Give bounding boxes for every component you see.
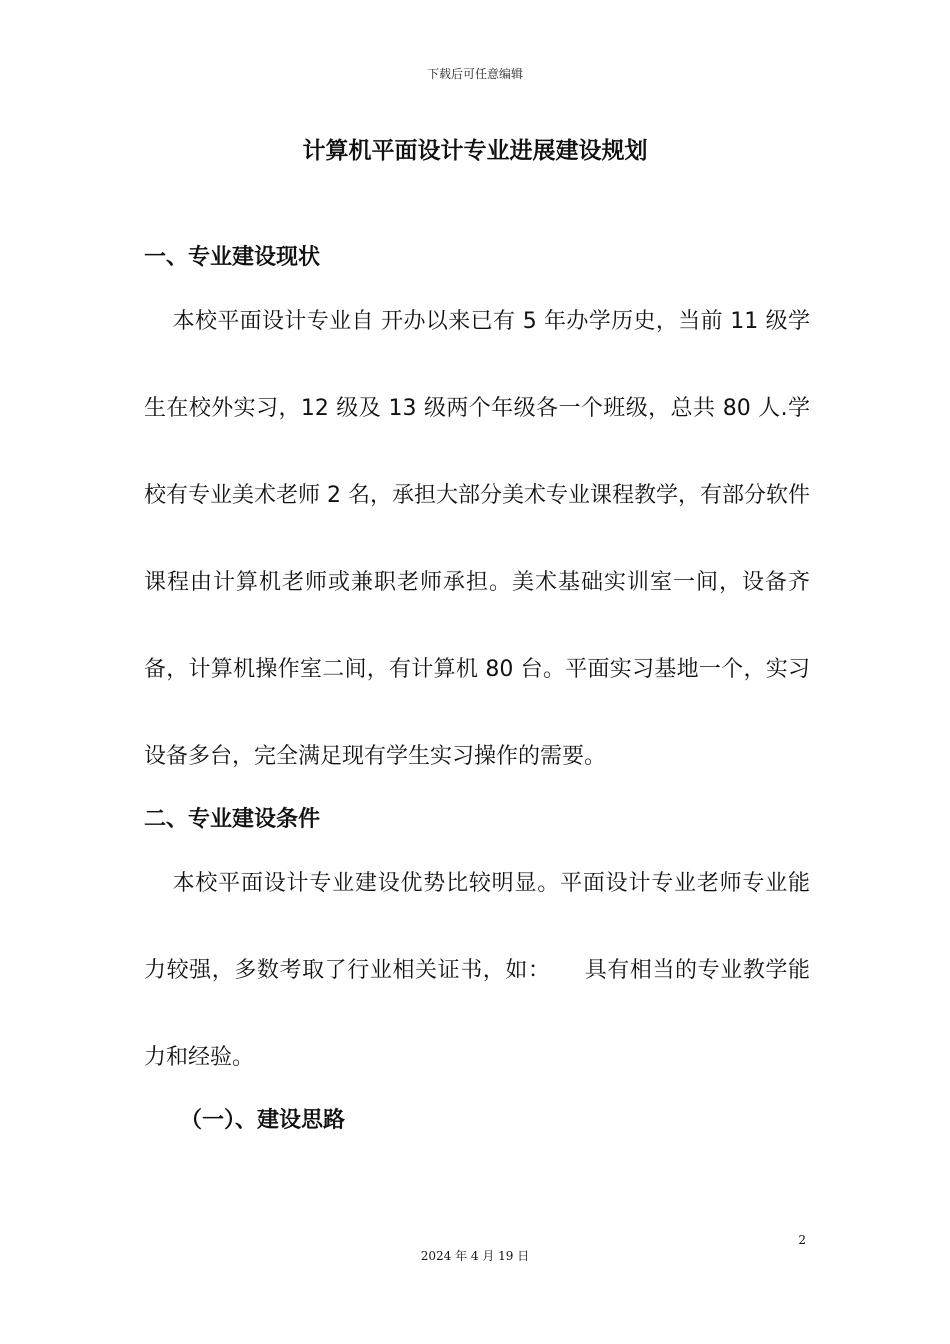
section-paragraph-conditions: 本校平面设计专业建设优势比较明显。平面设计专业老师专业能力较强，多数考取了行业相关证书，如： 具有相当的专业教学能力和经验。 (144, 871, 810, 1070)
section-heading-status: 一、专业建设现状 (144, 245, 321, 270)
page-number: 2 (798, 1233, 806, 1247)
subsection-heading-approach: （一）、建设思路 (180, 1108, 346, 1133)
document-body (144, 238, 810, 1141)
section-paragraph-status: 本校平面设计专业自 开办以来已有 5 年办学历史，当前 11 级学生在校外实习，12 级及 13 级两个年级各一个班级，总共 80 人.学校有专业美术老师 2 名，承担大部分美术专业课程教学，有部分软件课程由计算机老师或兼职老师承担。美术基础实训室一间，设备齐备，计算机操作室二间，有计算机 80 台。平面实习基地一个，实习设备多台，完全满足现有学生实习操作的需要。 (144, 309, 810, 769)
section-heading-conditions: 二、专业建设条件 (144, 807, 321, 832)
document-title: 计算机平面设计专业进展建设规划 (302, 138, 648, 164)
page-footer-date: 2024 年 4 月 19 日 (420, 1249, 530, 1263)
page-header: 下载后可任意编辑 (426, 67, 523, 81)
